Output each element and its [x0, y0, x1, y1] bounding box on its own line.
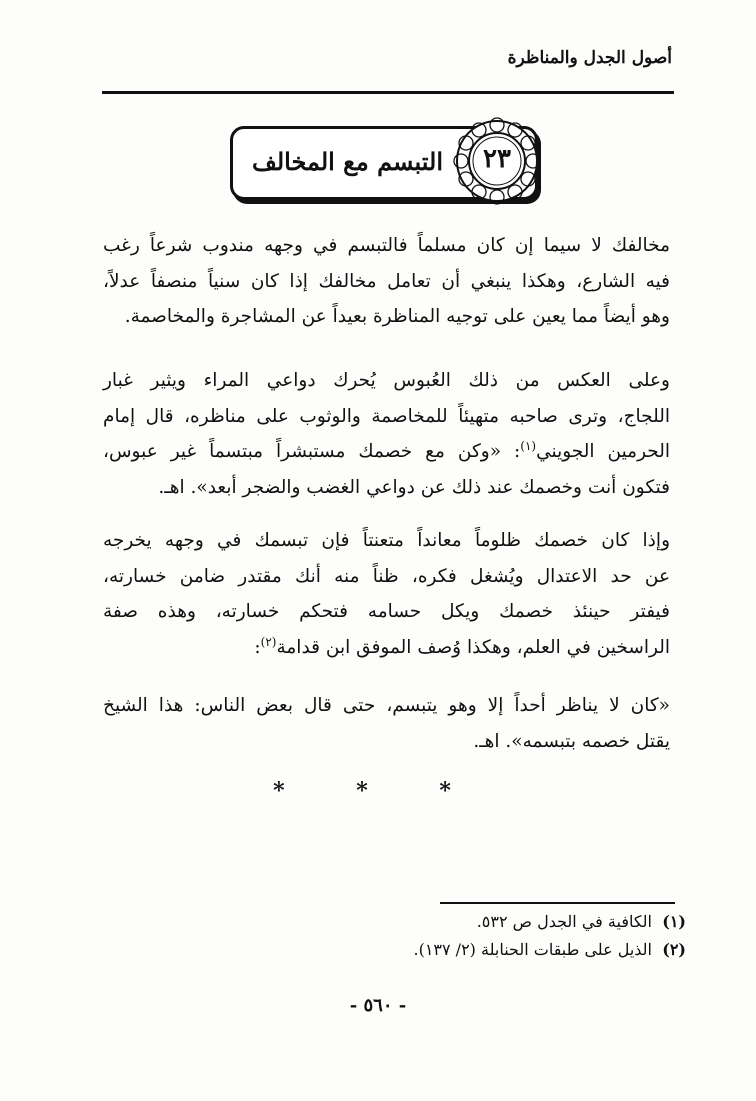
header-rule [102, 91, 674, 94]
text-fragment: الحرمين الجويني [536, 441, 670, 462]
text-line: عن حد الاعتدال ويُشغل فكره، ظناً منه أنك مقتدر ضامن خسارته، [103, 565, 670, 587]
footnotes [126, 908, 686, 964]
footnote [126, 908, 686, 936]
text-fragment: : [254, 636, 261, 658]
chapter-number-medallion [453, 117, 541, 205]
section-separator: * * * [273, 778, 483, 804]
paragraph-1 [103, 228, 670, 335]
text-line: وعلى العكس من ذلك العُبوس يُحرك دواعي المراء ويثير غبار [103, 370, 670, 391]
page-number: - ٥٦٠ - [349, 995, 407, 1016]
text-line: فيفتر حينئذ خصمك ويكل حسامه فتحكم خسارته، وهذه صفة [103, 601, 670, 622]
paragraph-2 [103, 363, 670, 505]
text-fragment: : «وكن مع خصمك مستبشراً مبتسماً غير عبوس، [103, 441, 521, 462]
text-line [103, 434, 670, 470]
quote-paragraph [103, 688, 670, 759]
text-line: فيه الشارع، وهكذا ينبغي أن تعامل مخالفك إذا كان سنياً منصفاً عدلاً، [103, 270, 670, 292]
text-line: يقتل خصمه بتبسمه». اهـ. [473, 730, 670, 752]
paragraph-3 [103, 523, 670, 665]
text-line: فتكون أنت وخصمك عند ذلك عن دواعي الغضب والضجر أبعد». اهـ. [158, 476, 670, 498]
chapter-heading-box [230, 126, 538, 200]
text-line: وإذا كان خصمك ظلوماً معانداً متعنتاً فإن تبسمك في وجهه يخرجه [103, 530, 670, 551]
running-header: أصول الجدل والمناظرة [507, 48, 672, 68]
footnote-rule [440, 902, 675, 904]
footnote-number: (٢) [662, 940, 686, 959]
footnote-text: الذيل على طبقات الحنابلة (٢/ ١٣٧). [413, 940, 652, 959]
footnote [126, 936, 686, 964]
text-fragment: الراسخين في العلم، وهكذا وُصف الموفق ابن قدامة [276, 636, 670, 658]
text-line [103, 630, 670, 666]
text-line: «كان لا يناظر أحداً إلا وهو يتبسم، حتى قال بعض الناس: هذا الشيخ [103, 695, 670, 716]
footnote-text: الكافية في الجدل ص ٥٣٢. [476, 912, 652, 931]
chapter-title: التبسم مع المخالف [251, 147, 443, 176]
text-line: اللجاج، وترى صاحبه متهيئاً للمخاصمة والوثوب على مناظره، قال إمام [103, 405, 670, 427]
text-line: وهو أيضاً مما يعين على توجيه المناظرة بعيداً عن المشاجرة والمخاصمة. [124, 306, 670, 327]
footnote-number: (١) [662, 912, 686, 931]
chapter-number: ٢٣ [483, 144, 511, 174]
text-line: مخالفك لا سيما إن كان مسلماً فالتبسم في وجهه مندوب شرعاً رغب [103, 235, 670, 256]
footnote-reference: (١) [520, 438, 537, 453]
footnote-reference: (٢) [260, 634, 277, 649]
